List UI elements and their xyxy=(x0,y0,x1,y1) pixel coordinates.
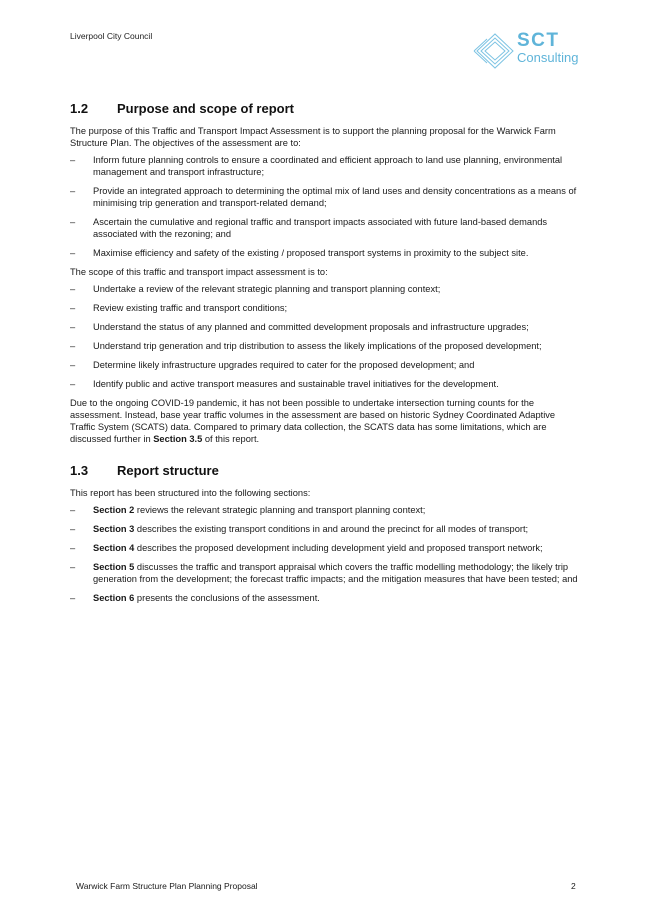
list-item: – Identify public and active transport measures and sustainable travel initiatives for the development. xyxy=(70,379,499,389)
section-reference: Section 6 xyxy=(93,593,135,603)
bullet-dash: – xyxy=(70,284,76,294)
list-item: – Section 6 presents the conclusions of the assessment. xyxy=(70,593,320,603)
list-item: – Section 3 describes the existing transport conditions in and around the precinct for all modes of transport; xyxy=(70,524,529,534)
covid-paragraph: Due to the ongoing COVID-19 pandemic, it has not been possible to undertake intersection turning counts for the assessment. Instead, base year traffic volumes in the assessment are based on historic Sydney Coordinated Adaptive Traffic System (SCATS) data. Compared to primary data collection, the SCATS data has some limitations, which are discussed further in Section 3.5 of this report. xyxy=(70,398,556,444)
bullet-dash: – xyxy=(70,341,76,351)
sct-consulting-logo xyxy=(473,30,588,72)
bullet-dash: – xyxy=(70,543,76,553)
list-item: – Section 4 describes the proposed development including development yield and proposed transport network; xyxy=(70,543,543,553)
list-item: – Determine likely infrastructure upgrades required to cater for the proposed development; and xyxy=(70,360,475,370)
bullet-dash: – xyxy=(70,593,76,603)
section-reference: Section 5 xyxy=(93,562,135,572)
list-item: – Undertake a review of the relevant strategic planning and transport planning context; xyxy=(70,284,441,294)
scope-list xyxy=(70,283,580,390)
section-reference: Section 3 xyxy=(93,524,135,534)
objectives-list xyxy=(70,154,580,259)
section-number: 1.2 xyxy=(70,101,89,116)
list-item: – Understand trip generation and trip distribution to assess the likely implications of the proposed development; xyxy=(70,341,542,351)
logo-diamond-icon xyxy=(473,30,517,72)
list-item: – Maximise efficiency and safety of the existing / proposed transport systems in proximity to the subject site. xyxy=(70,248,529,258)
section-1-3-heading xyxy=(70,463,580,479)
logo-sct-text: SCT xyxy=(517,30,560,51)
bullet-dash: – xyxy=(70,303,76,313)
structure-intro: This report has been structured into the following sections: xyxy=(70,488,311,498)
list-item: – Section 5 discusses the traffic and transport appraisal which covers the traffic modelling methodology; the likely trip generation from the development; the forecast traffic impacts; and the mitigation measures that have been tested; and xyxy=(70,562,578,584)
section-reference: Section 4 xyxy=(93,543,135,553)
list-item: – Provide an integrated approach to determining the optimal mix of land uses and density concentrations as a means of minimising trip generation and transport-related demand; xyxy=(70,186,577,208)
bullet-dash: – xyxy=(70,217,76,227)
page-content xyxy=(70,101,580,611)
bullet-dash: – xyxy=(70,186,76,196)
list-item: – Review existing traffic and transport conditions; xyxy=(70,303,288,313)
list-item: – Understand the status of any planned and committed development proposals and infrastructure upgrades; xyxy=(70,322,529,332)
section-title: Purpose and scope of report xyxy=(117,101,294,116)
section-1-2-heading xyxy=(70,101,580,117)
list-item: – Ascertain the cumulative and regional traffic and transport impacts associated with future land-based demands associated with the rezoning; and xyxy=(70,217,548,239)
section-number: 1.3 xyxy=(70,463,89,478)
structure-list xyxy=(70,504,580,604)
section-title: Report structure xyxy=(117,463,219,478)
bullet-dash: – xyxy=(70,524,76,534)
list-item: – Section 2 reviews the relevant strategic planning and transport planning context; xyxy=(70,505,426,515)
footer-page-number: 2 xyxy=(571,881,576,891)
footer-document-title: Warwick Farm Structure Plan Planning Proposal xyxy=(76,881,258,891)
scope-intro: The scope of this traffic and transport impact assessment is to: xyxy=(70,267,328,277)
bullet-dash: – xyxy=(70,155,76,165)
bullet-dash: – xyxy=(70,322,76,332)
list-item: – Inform future planning controls to ensure a coordinated and efficient approach to land use planning, environmental management and transport infrastructure; xyxy=(70,155,563,177)
section-reference: Section 3.5 xyxy=(153,434,203,444)
bullet-dash: – xyxy=(70,562,76,572)
bullet-dash: – xyxy=(70,248,76,258)
section-reference: Section 2 xyxy=(93,505,135,515)
bullet-dash: – xyxy=(70,379,76,389)
logo-consulting-text: Consulting xyxy=(517,50,579,65)
bullet-dash: – xyxy=(70,505,76,515)
bullet-dash: – xyxy=(70,360,76,370)
purpose-intro: The purpose of this Traffic and Transport Impact Assessment is to support the planning proposal for the Warwick Farm Structure Plan. The objectives of the assessment are to: xyxy=(70,126,556,148)
header-organization: Liverpool City Council xyxy=(70,31,153,41)
